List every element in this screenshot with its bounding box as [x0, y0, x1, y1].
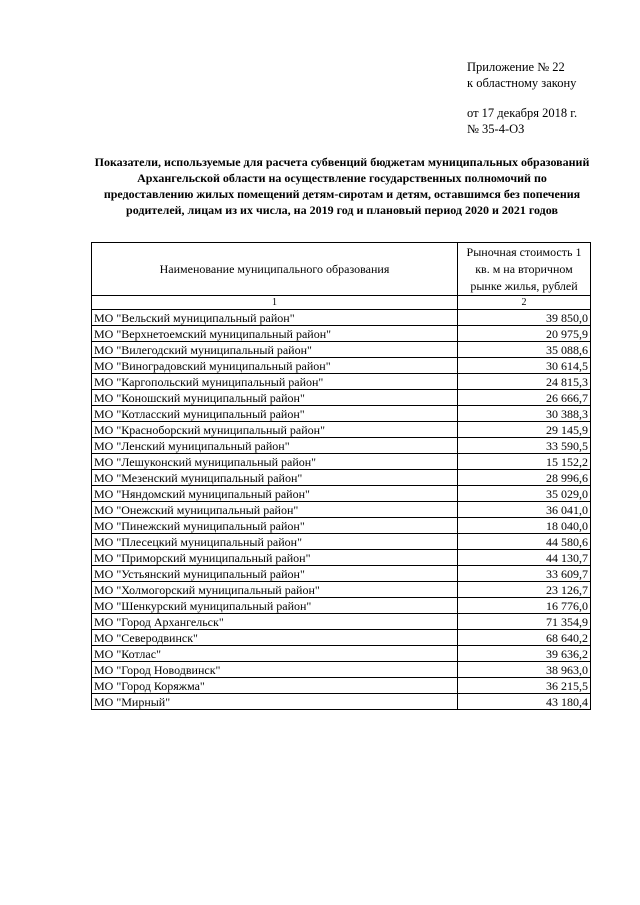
- municipality-name: МО "Город Новодвинск": [92, 662, 458, 678]
- municipality-name: МО "Мезенский муниципальный район": [92, 470, 458, 486]
- table-row: [92, 614, 591, 630]
- table-row: [92, 646, 591, 662]
- table-header-row: [92, 243, 591, 296]
- table-row: [92, 502, 591, 518]
- municipality-name: МО "Устьянский муниципальный район": [92, 566, 458, 582]
- table-row: [92, 390, 591, 406]
- table-row: [92, 518, 591, 534]
- table-row: [92, 374, 591, 390]
- table-row: [92, 422, 591, 438]
- price-value: 24 815,3: [458, 374, 591, 390]
- data-table: [91, 242, 591, 710]
- municipality-name: МО "Город Коряжма": [92, 678, 458, 694]
- municipality-name: МО "Ленский муниципальный район": [92, 438, 458, 454]
- table-row: [92, 438, 591, 454]
- table-row: [92, 534, 591, 550]
- municipality-name: МО "Котлас": [92, 646, 458, 662]
- table-row: [92, 342, 591, 358]
- municipality-name: МО "Онежский муниципальный район": [92, 502, 458, 518]
- municipality-name: МО "Котласский муниципальный район": [92, 406, 458, 422]
- municipality-name: МО "Виноградовский муниципальный район": [92, 358, 458, 374]
- price-value: 15 152,2: [458, 454, 591, 470]
- table-row: [92, 662, 591, 678]
- municipality-name: МО "Пинежский муниципальный район": [92, 518, 458, 534]
- municipality-name: МО "Приморский муниципальный район": [92, 550, 458, 566]
- municipality-name: МО "Холмогорский муниципальный район": [92, 582, 458, 598]
- table-row: [92, 326, 591, 342]
- table-row: [92, 454, 591, 470]
- price-value: 68 640,2: [458, 630, 591, 646]
- price-value: 43 180,4: [458, 694, 591, 710]
- annex-law-number: № 35-4-ОЗ: [467, 122, 525, 136]
- price-value: 44 130,7: [458, 550, 591, 566]
- price-value: 33 609,7: [458, 566, 591, 582]
- price-value: 33 590,5: [458, 438, 591, 454]
- price-value: 26 666,7: [458, 390, 591, 406]
- price-value: 38 963,0: [458, 662, 591, 678]
- column-number-row: [92, 296, 591, 310]
- table-row: [92, 310, 591, 326]
- table-row: [92, 470, 591, 486]
- header-municipality: Наименование муниципального образования: [92, 243, 458, 296]
- table-row: [92, 582, 591, 598]
- annex-date: от 17 декабря 2018 г.: [467, 106, 578, 120]
- table-row: [92, 486, 591, 502]
- municipality-name: МО "Шенкурский муниципальный район": [92, 598, 458, 614]
- document-title: Показатели, используемые для расчета субвенций бюджетам муниципальных образований Архангельской области на осуществление государственных полномочий по предоставлению жилых помещений детям-сиротам и детям, оставшимся без попечения родителей, лицам из их числа, на 2019 год и плановый период 2020 и 2021 годов: [94, 155, 590, 217]
- annex-law-ref: к областному закону: [467, 76, 577, 90]
- price-value: 35 029,0: [458, 486, 591, 502]
- annex-gap: [467, 91, 577, 105]
- price-value: 30 614,5: [458, 358, 591, 374]
- municipality-name: МО "Мирный": [92, 694, 458, 710]
- table-row: [92, 566, 591, 582]
- price-value: 36 215,5: [458, 678, 591, 694]
- price-value: 39 636,2: [458, 646, 591, 662]
- table-row: [92, 406, 591, 422]
- price-value: 35 088,6: [458, 342, 591, 358]
- price-value: 71 354,9: [458, 614, 591, 630]
- table-body: [92, 310, 591, 710]
- table-row: [92, 598, 591, 614]
- price-value: 30 388,3: [458, 406, 591, 422]
- column-number-2: 2: [458, 296, 591, 310]
- header-market-price: Рыночная стоимость 1 кв. м на вторичном рынке жилья, рублей: [458, 243, 591, 296]
- price-value: 28 996,6: [458, 470, 591, 486]
- price-value: 16 776,0: [458, 598, 591, 614]
- municipality-name: МО "Коношский муниципальный район": [92, 390, 458, 406]
- price-value: 20 975,9: [458, 326, 591, 342]
- municipality-name: МО "Город Архангельск": [92, 614, 458, 630]
- municipality-name: МО "Плесецкий муниципальный район": [92, 534, 458, 550]
- column-number-1: 1: [92, 296, 458, 310]
- municipality-name: МО "Северодвинск": [92, 630, 458, 646]
- table-row: [92, 678, 591, 694]
- price-value: 23 126,7: [458, 582, 591, 598]
- price-value: 18 040,0: [458, 518, 591, 534]
- annex-header: [467, 59, 577, 137]
- price-value: 29 145,9: [458, 422, 591, 438]
- municipality-name: МО "Вельский муниципальный район": [92, 310, 458, 326]
- municipality-name: МО "Каргопольский муниципальный район": [92, 374, 458, 390]
- municipality-name: МО "Лешуконский муниципальный район": [92, 454, 458, 470]
- municipality-name: МО "Вилегодский муниципальный район": [92, 342, 458, 358]
- price-value: 44 580,6: [458, 534, 591, 550]
- table-row: [92, 694, 591, 710]
- annex-number: Приложение № 22: [467, 60, 565, 74]
- table-row: [92, 630, 591, 646]
- table-row: [92, 358, 591, 374]
- table-row: [92, 550, 591, 566]
- municipality-name: МО "Няндомский муниципальный район": [92, 486, 458, 502]
- municipality-name: МО "Красноборский муниципальный район": [92, 422, 458, 438]
- municipality-name: МО "Верхнетоемский муниципальный район": [92, 326, 458, 342]
- price-value: 39 850,0: [458, 310, 591, 326]
- price-value: 36 041,0: [458, 502, 591, 518]
